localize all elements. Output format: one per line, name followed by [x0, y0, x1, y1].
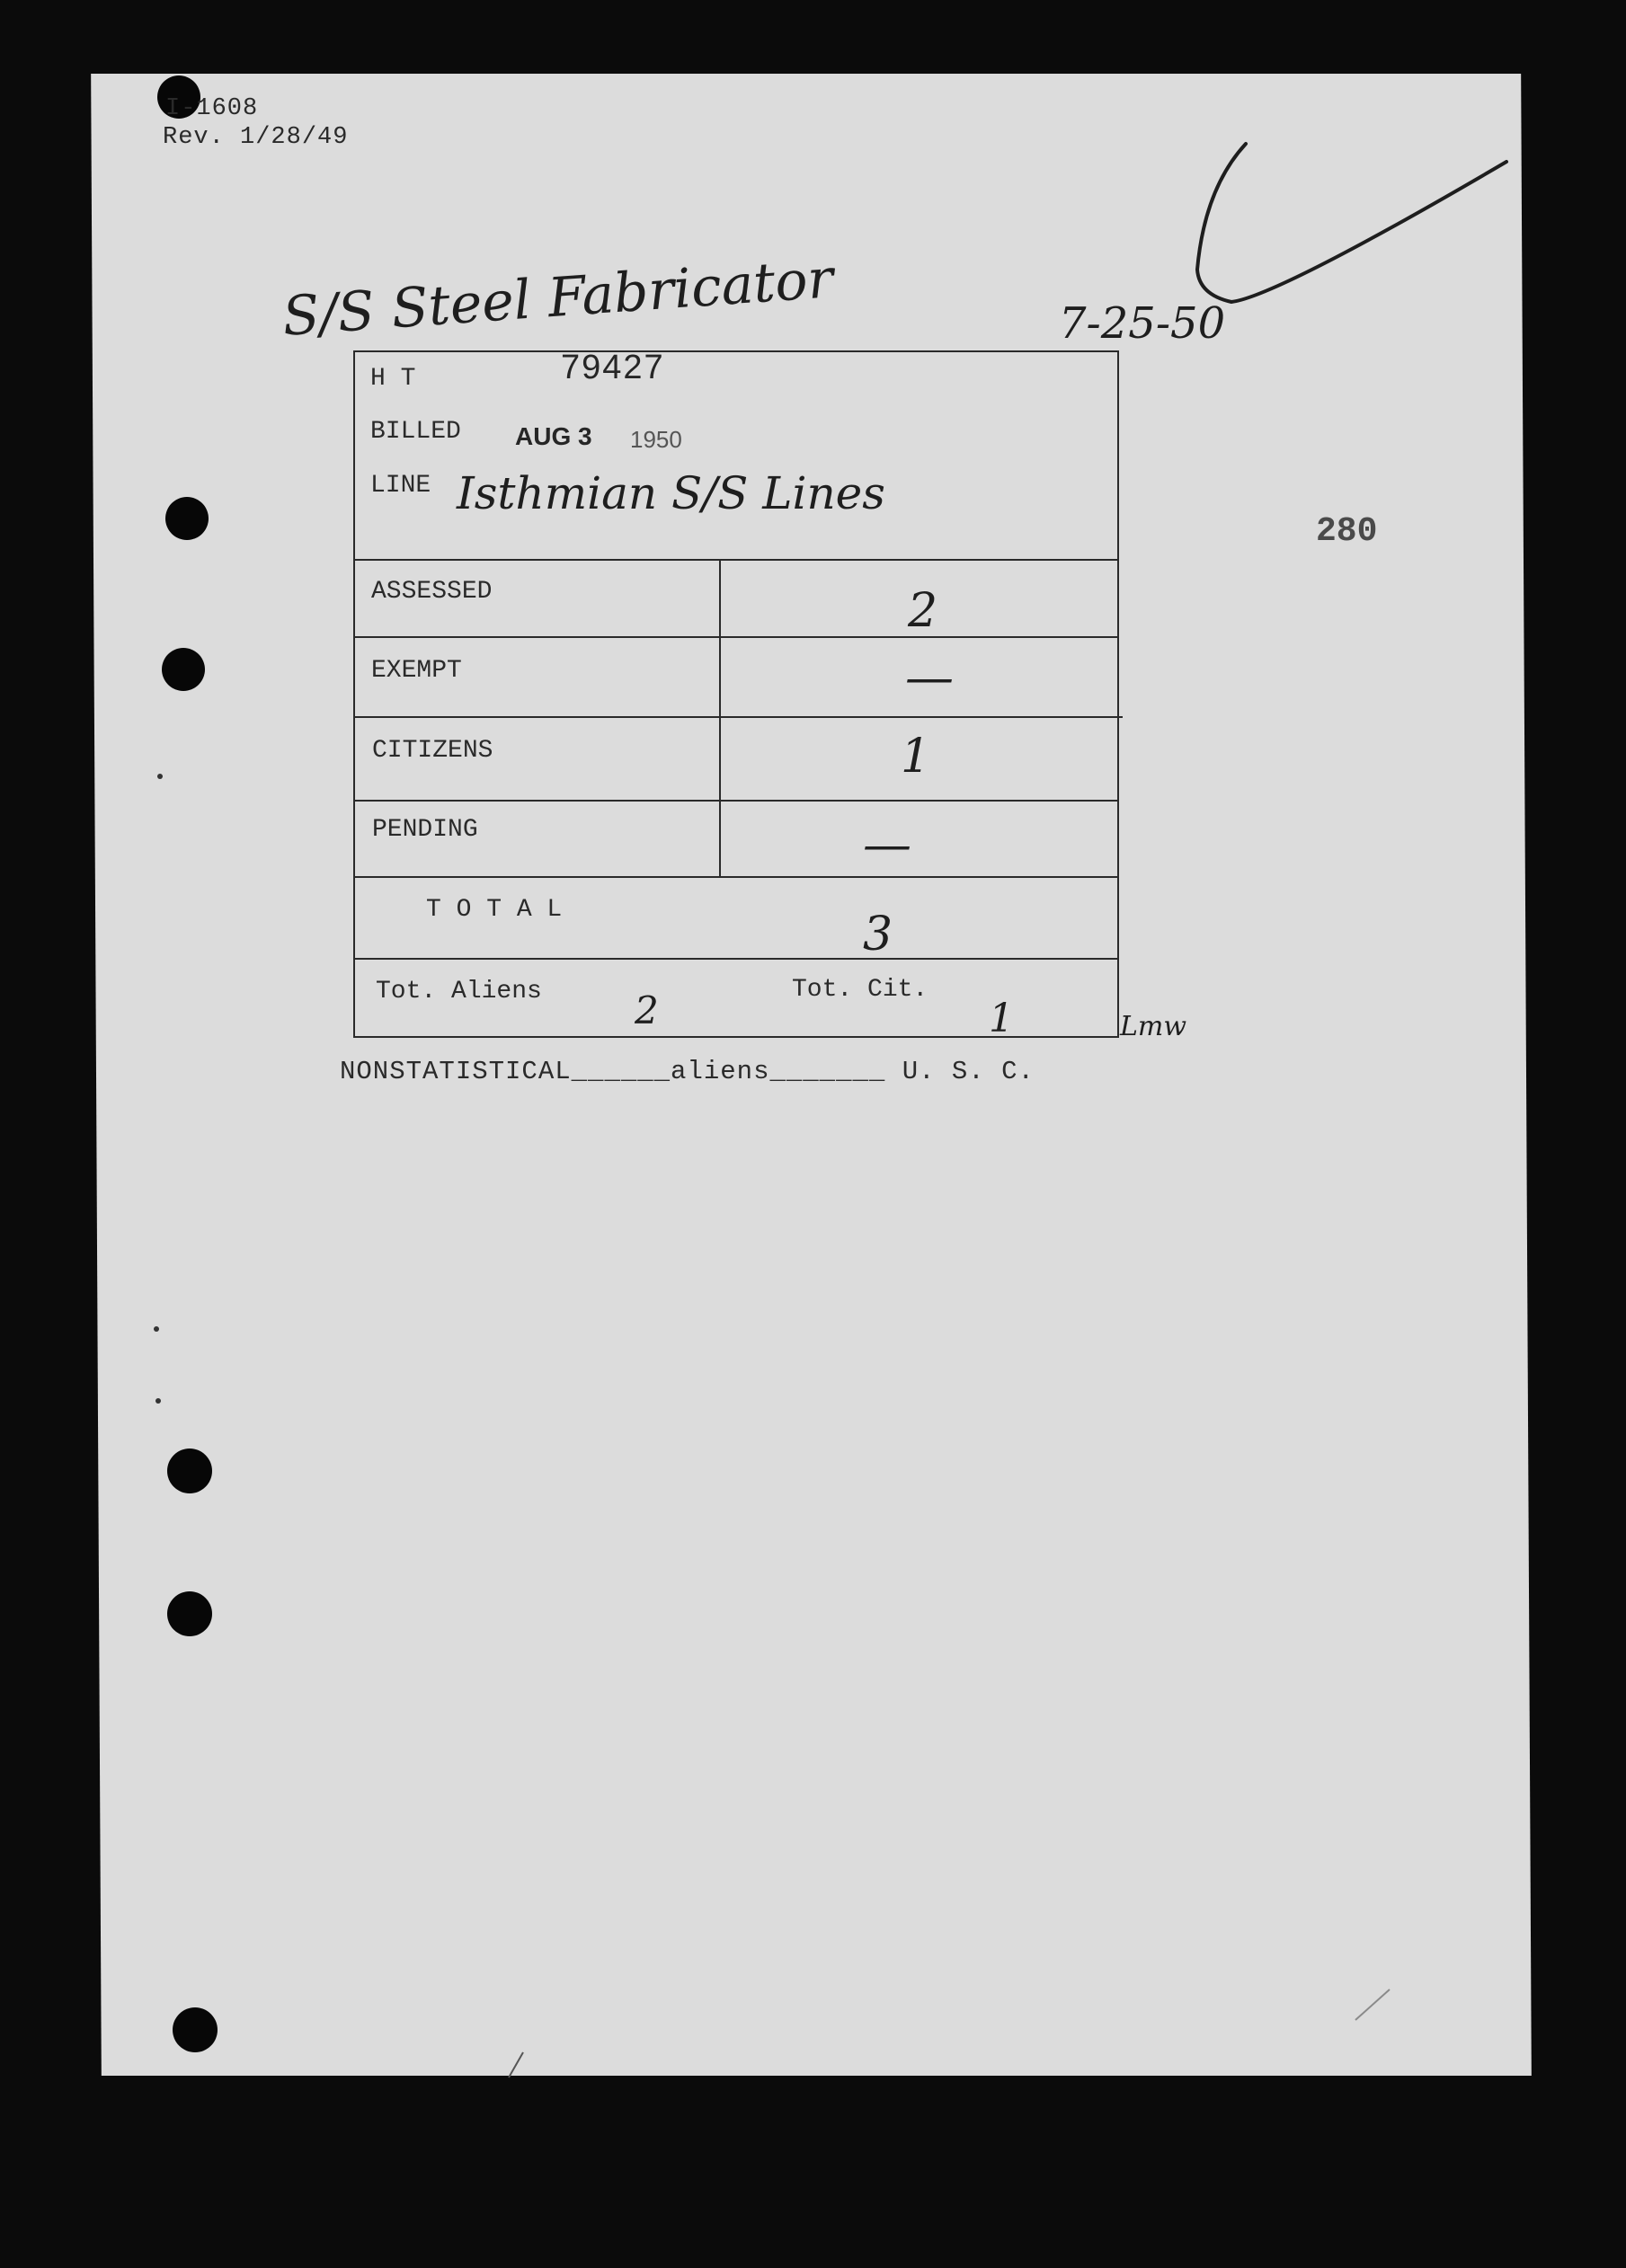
- stray-pen-mark: [509, 2052, 523, 2078]
- pending-value: —: [863, 816, 911, 873]
- rule: [353, 800, 1119, 802]
- form-revision: Rev. 1/28/49: [163, 124, 349, 151]
- stray-pen-mark: [1355, 1989, 1390, 2020]
- form-card: [353, 350, 1119, 1038]
- rule: [353, 636, 1119, 638]
- rule: [353, 559, 1119, 561]
- tot-aliens-label: Tot. Aliens: [376, 978, 542, 1006]
- assessed-value: 2: [908, 584, 938, 638]
- exempt-label: EXEMPT: [371, 657, 462, 685]
- tot-aliens-value: 2: [635, 988, 659, 1032]
- billed-label: BILLED: [370, 418, 461, 446]
- form-number: I-1608: [165, 95, 259, 122]
- citizens-label: CITIZENS: [372, 737, 493, 765]
- tot-cit-value: 1: [989, 996, 1014, 1041]
- nonstatistical-line: NONSTATISTICAL______aliens_______ U. S. C.: [340, 1057, 1035, 1086]
- total-value: 3: [863, 908, 893, 961]
- citizens-value: 1: [901, 730, 931, 784]
- rule: [353, 716, 1123, 718]
- billed-stamp-month: AUG 3: [515, 422, 592, 450]
- ht-label: H T: [370, 365, 416, 393]
- vessel-name-handwritten: S/S Steel Fabricator: [280, 247, 836, 349]
- total-label: T O T A L: [426, 896, 563, 924]
- ht-number: 79427: [561, 349, 665, 386]
- check-mark-stroke: [1197, 144, 1506, 302]
- date-handwritten: 7-25-50: [1059, 298, 1226, 349]
- stray-dot: [157, 774, 163, 779]
- clerk-initials: Lmw: [1120, 1011, 1187, 1042]
- rule: [353, 958, 1119, 960]
- tot-cit-label: Tot. Cit.: [792, 976, 929, 1004]
- column-divider: [719, 559, 721, 876]
- stray-dot: [155, 1398, 161, 1404]
- line-handwritten: Isthmian S/S Lines: [457, 467, 885, 519]
- exempt-value: —: [905, 649, 954, 705]
- page-number: 280: [1316, 512, 1378, 551]
- pending-label: PENDING: [372, 816, 478, 844]
- stray-dot: [154, 1326, 159, 1332]
- rule: [353, 876, 1119, 878]
- line-label: LINE: [370, 472, 431, 500]
- billed-stamp-year: 1950: [630, 426, 682, 453]
- assessed-label: ASSESSED: [371, 578, 493, 606]
